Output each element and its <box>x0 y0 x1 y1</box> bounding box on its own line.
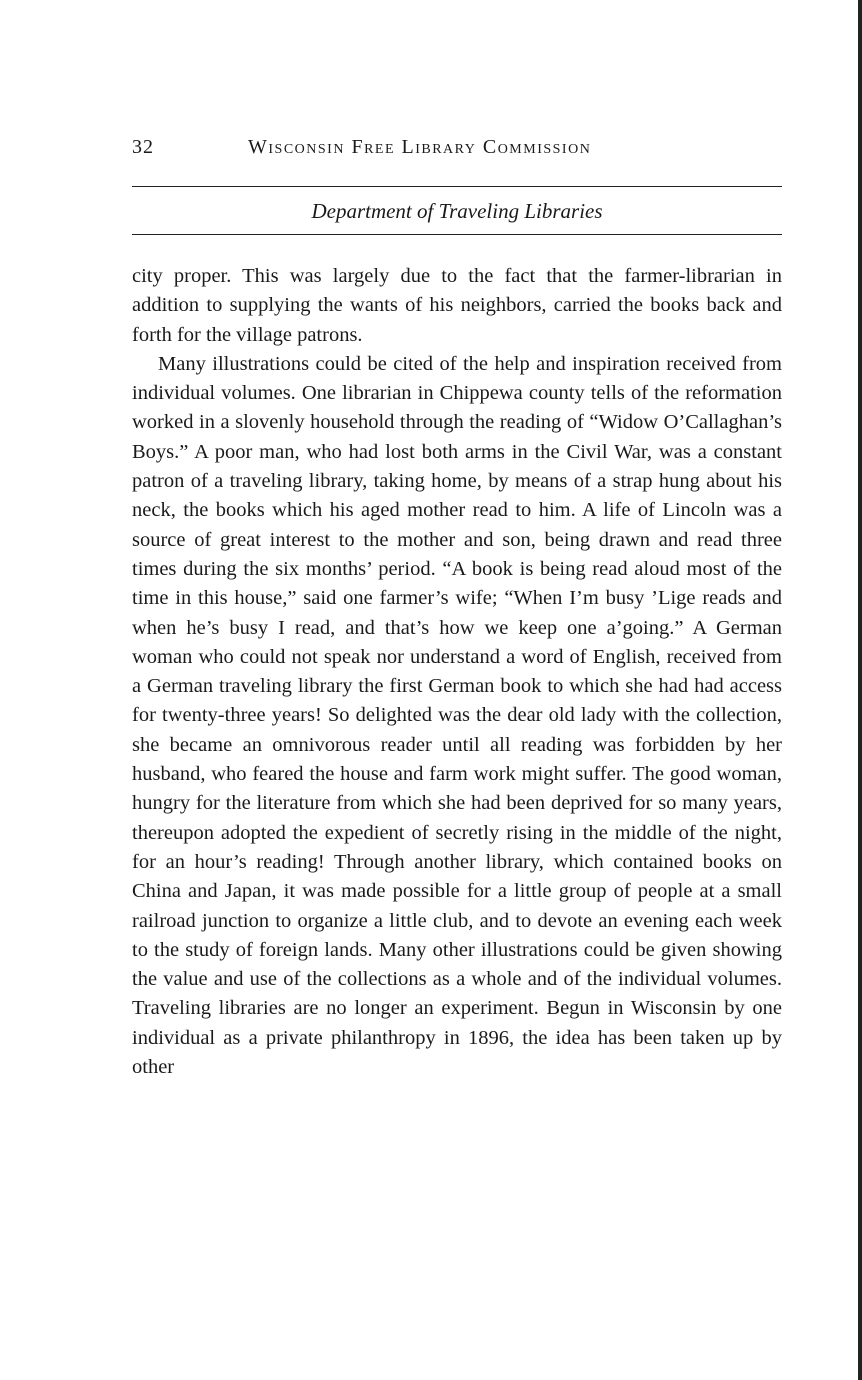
paragraph-continuation: city proper. This was largely due to the fact that the farmer-librarian in addition to supplying the wants of his neighbors, carried the books back and forth for the village patrons. <box>132 265 782 346</box>
section-subhead: Department of Traveling Libraries <box>311 199 603 223</box>
running-head <box>132 136 782 162</box>
header-rule-bottom <box>132 234 782 235</box>
paragraph-illustrations: Many illustrations could be cited of the help and inspiration received from individual volumes. One librarian in Chippewa county tells of the reformation worked in a slovenly household through the reading of “Widow O’Callaghan’s Boys.” A poor man, who had lost both arms in the Civil War, was a constant patron of a traveling library, taking home, by means of a strap hung about his neck, the books which his aged mother read to him. A life of Lincoln was a source of great interest to the mother and son, being drawn and read three times during the six months’ period. “A book is being read aloud most of the time in this house,” said one farmer’s wife; “When I’m busy ’Lige reads and when he’s busy I read, and that’s how we keep one a’going.” A German woman who could not speak nor understand a word of English, received from a German traveling library the first German book to which she had had access for twenty-three years! So delighted was the dear old lady with the collection, she became an omnivorous reader until all reading was forbidden by her husband, who feared the house and farm work might suffer. The good woman, hungry for the literature from which she had been deprived for so many years, thereupon adopted the expedient of secretly rising in the middle of the night, for an hour’s reading! Through another library, which contained books on China and Japan, it was made possible for a little group of people at a small railroad junction to organize a little club, and to devote an evening each week to the study of foreign lands. Many other illustrations could be given showing the value and use of the collections as a whole and of the individual volumes. Traveling libraries are no longer an experiment. Begun in Wisconsin by one individual as a private philanthropy in 1896, the idea has been taken up by other <box>132 352 782 1079</box>
running-title: Wisconsin Free Library Commission <box>248 136 592 158</box>
page-number: 32 <box>132 136 154 158</box>
header-rule-top <box>132 186 782 187</box>
body-text <box>132 262 782 1082</box>
page-edge <box>858 0 862 1380</box>
